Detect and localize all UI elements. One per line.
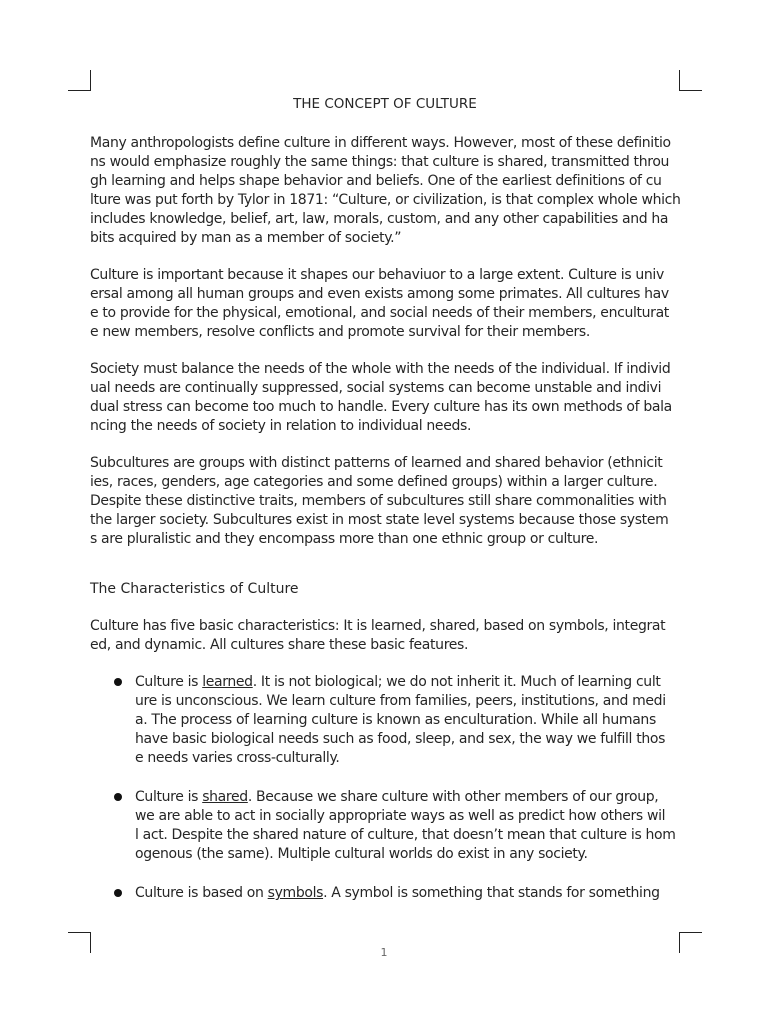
bullet-keyword: learned — [202, 674, 253, 690]
text-line: ies, races, genders, age categories and some defined groups) within a larger culture. — [90, 474, 658, 490]
bullet-lead: Culture is — [135, 674, 203, 690]
bullet-lead: Culture is — [135, 789, 203, 805]
section-heading: The Characteristics of Culture — [90, 581, 299, 597]
page-number: 1 — [380, 946, 388, 959]
document-body — [90, 94, 680, 923]
crop-mark-top-right — [679, 70, 702, 91]
text-line: Culture is important because it shapes our behaviuor to a large extent. Culture is univ — [90, 267, 664, 283]
text-line: dual stress can become too much to handle. Every culture has its own methods of bala — [90, 399, 672, 415]
text-line: ed, and dynamic. All cultures share these basic features. — [90, 637, 469, 653]
characteristics-list — [90, 673, 680, 903]
list-item-shared — [90, 788, 680, 864]
bullet-dot-icon — [114, 678, 122, 686]
bullet-dot-icon — [114, 793, 122, 801]
bullet-dot-icon — [114, 889, 122, 897]
crop-mark-top-left — [68, 70, 91, 91]
bullet-keyword: shared — [202, 789, 248, 805]
text-line: includes knowledge, belief, art, law, morals, custom, and any other capabilities and ha — [90, 211, 669, 227]
text-line: s are pluralistic and they encompass more than one ethnic group or culture. — [90, 531, 599, 547]
bullet-text: . A symbol is something that stands for something — [323, 885, 660, 901]
text-line: the larger society. Subcultures exist in most state level systems because those system — [90, 512, 669, 528]
list-item-symbols — [90, 884, 680, 903]
bullet-text: . It is not biological; we do not inherit it. Much of learning cult — [252, 674, 661, 690]
bullet-lead: Culture is based on — [135, 885, 268, 901]
text-line — [135, 788, 680, 807]
text-line: we are able to act in socially appropriate ways as well as predict how others wil — [135, 808, 666, 824]
paragraph-intro — [90, 617, 680, 655]
bullet-text: . Because we share culture with other members of our group, — [247, 789, 659, 805]
text-line: a. The process of learning culture is known as enculturation. While all humans — [135, 712, 656, 728]
text-line: gh learning and helps shape behavior and beliefs. One of the earliest definitions of cu — [90, 173, 662, 189]
paragraph-importance — [90, 266, 680, 342]
text-line — [135, 673, 680, 692]
text-line: have basic biological needs such as food, sleep, and sex, the way we fulfill thos — [135, 731, 666, 747]
text-line — [135, 884, 680, 903]
text-line: ncing the needs of society in relation to individual needs. — [90, 418, 472, 434]
text-line: e to provide for the physical, emotional, and social needs of their members, enculturat — [90, 305, 669, 321]
text-line: Despite these distinctive traits, members of subcultures still share commonalities with — [90, 493, 667, 509]
crop-mark-bottom-right — [679, 932, 702, 953]
text-line: ual needs are continually suppressed, social systems can become unstable and indivi — [90, 380, 662, 396]
text-line: ns would emphasize roughly the same things: that culture is shared, transmitted throu — [90, 154, 670, 170]
text-line: ure is unconscious. We learn culture from families, peers, institutions, and medi — [135, 693, 666, 709]
bullet-keyword: symbols — [267, 885, 324, 901]
list-item-learned — [90, 673, 680, 768]
text-line: Culture has five basic characteristics: It is learned, shared, based on symbols, integrat — [90, 618, 666, 634]
text-line: ogenous (the same). Multiple cultural worlds do exist in any society. — [135, 846, 588, 862]
document-title: THE CONCEPT OF CULTURE — [293, 96, 477, 112]
text-line: bits acquired by man as a member of society.” — [90, 230, 402, 246]
text-line: Subcultures are groups with distinct patterns of learned and shared behavior (ethnicit — [90, 455, 663, 471]
paragraph-definition — [90, 134, 680, 248]
text-line: e needs varies cross-culturally. — [135, 750, 340, 766]
text-line: ersal among all human groups and even exists among some primates. All cultures hav — [90, 286, 669, 302]
text-line: l act. Despite the shared nature of culture, that doesn’t mean that culture is hom — [135, 827, 676, 843]
text-line: lture was put forth by Tylor in 1871: “Culture, or civilization, is that complex whole which — [90, 192, 681, 208]
text-line: Society must balance the needs of the whole with the needs of the individual. If individ — [90, 361, 671, 377]
paragraph-subcultures — [90, 454, 680, 549]
text-line: e new members, resolve conflicts and promote survival for their members. — [90, 324, 590, 340]
crop-mark-bottom-left — [68, 932, 91, 953]
paragraph-society — [90, 360, 680, 436]
text-line: Many anthropologists define culture in different ways. However, most of these definitio — [90, 135, 671, 151]
